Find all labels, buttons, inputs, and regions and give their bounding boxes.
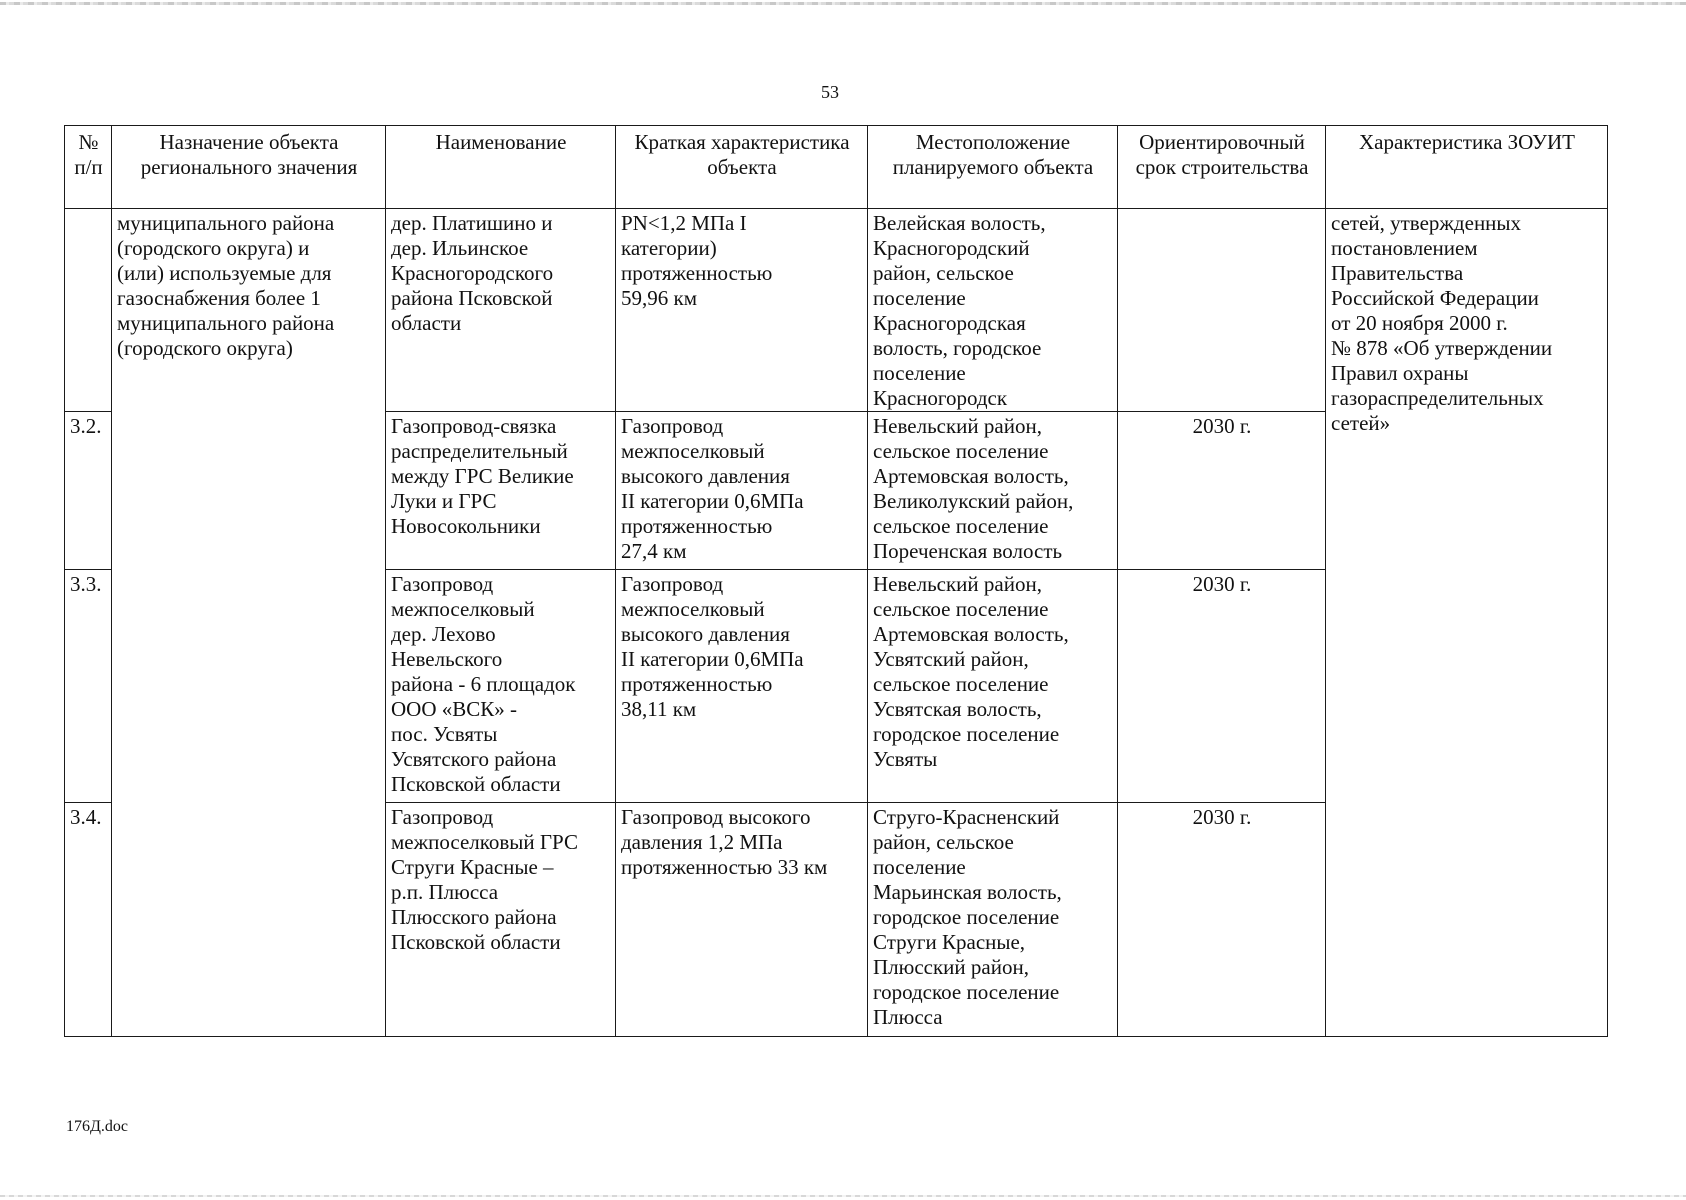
object-location: Невельский район, сельское поселение Артемовская волость, Великолукский район, сельское поселение Пореченская волость — [868, 412, 1118, 570]
purpose-cell: муниципального района (городского округа) и (или) используемые для газоснабжения более 1 муниципального района (городского округа) — [112, 209, 386, 1037]
object-characteristic: Газопровод межпоселковый высокого давления II категории 0,6МПа протяженностью 38,11 км — [616, 570, 868, 803]
construction-term: 2030 г. — [1118, 570, 1326, 803]
header-number: № п/п — [65, 126, 112, 209]
object-location: Велейская волость, Красногородский район, сельское поселение Красногородская волость, городское поселение Красногородск — [868, 209, 1118, 412]
object-location: Невельский район, сельское поселение Артемовская волость, Усвятский район, сельское поселение Усвятская волость, городское поселение Усвяты — [868, 570, 1118, 803]
regional-objects-table — [64, 125, 1608, 1037]
object-characteristic: Газопровод межпоселковый высокого давления II категории 0,6МПа протяженностью 27,4 км — [616, 412, 868, 570]
object-location: Струго-Красненский район, сельское поселение Марьинская волость, городское поселение Струги Красные, Плюсский район, городское поселение Плюсса — [868, 803, 1118, 1037]
object-name: Газопровод межпоселковый дер. Лехово Невельского района - 6 площадок ООО «ВСК» - пос. Усвяты Усвятского района Псковской области — [386, 570, 616, 803]
object-name: дер. Платишино и дер. Ильинское Красногородского района Псковской области — [386, 209, 616, 412]
object-characteristic: PN<1,2 МПа I категории) протяженностью 59,96 км — [616, 209, 868, 412]
scan-edge-top — [0, 2, 1686, 5]
header-characteristic: Краткая характеристика объекта — [616, 126, 868, 209]
header-location: Местоположение планируемого объекта — [868, 126, 1118, 209]
row-number: 3.3. — [65, 570, 112, 803]
document-filename: 176Д.doc — [66, 1118, 129, 1135]
header-name: Наименование — [386, 126, 616, 209]
construction-term — [1118, 209, 1326, 412]
header-zouit: Характеристика ЗОУИТ — [1326, 126, 1608, 209]
row-number: 3.4. — [65, 803, 112, 1037]
zouit-cell: сетей, утвержденных постановлением Правительства Российской Федерации от 20 ноября 2000 г. № 878 «Об утверждении Правил охраны газораспределительных сетей» — [1326, 209, 1608, 1037]
header-term: Ориентировочный срок строительства — [1118, 126, 1326, 209]
row-number — [65, 209, 112, 412]
table-header-row — [65, 126, 1608, 209]
scan-edge-bottom — [0, 1195, 1686, 1197]
page-number: 53 — [821, 82, 839, 102]
object-characteristic: Газопровод высокого давления 1,2 МПа протяженностью 33 км — [616, 803, 868, 1037]
object-name: Газопровод-связка распределительный между ГРС Великие Луки и ГРС Новосокольники — [386, 412, 616, 570]
header-purpose: Назначение объекта регионального значения — [112, 126, 386, 209]
row-number: 3.2. — [65, 412, 112, 570]
construction-term: 2030 г. — [1118, 412, 1326, 570]
construction-term: 2030 г. — [1118, 803, 1326, 1037]
table-row — [65, 209, 1608, 412]
object-name: Газопровод межпоселковый ГРС Струги Красные – р.п. Плюсса Плюсского района Псковской области — [386, 803, 616, 1037]
